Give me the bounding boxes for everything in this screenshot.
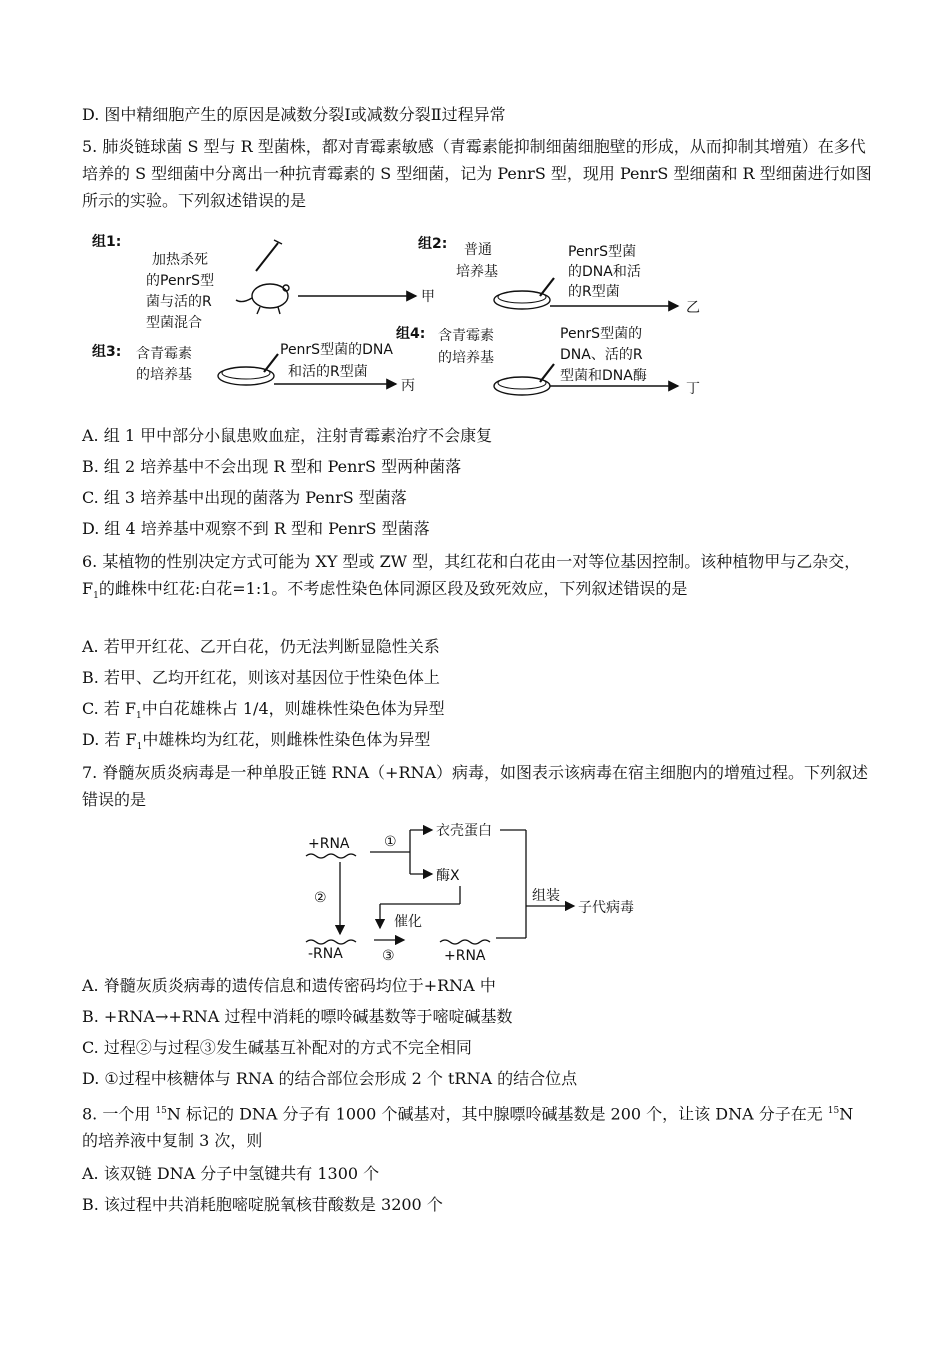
group2-result: 乙 bbox=[686, 300, 700, 316]
group2-add-2: 的DNA和活 bbox=[568, 264, 641, 280]
group3-medium-1: 含青霉素 bbox=[136, 346, 192, 362]
q8-stem: 8. 一个用 $^{15}$N 标记的 DNA 分子有 1000 个碱基对，其中腺嘌呤碱基数是 200 个，让该 DNA 分子在无 $^{15}$N 的培养液中复制 3 次，则 bbox=[82, 1104, 854, 1151]
group4-add-1: PenrS型菌的 bbox=[560, 326, 643, 342]
q5-option-b: B. 组 2 培养基中不会出现 R 型和 PenrS 型两种菌落 bbox=[82, 457, 462, 476]
group1-line1: 加热杀死 bbox=[152, 252, 208, 268]
negative-rna-label: -RNA bbox=[308, 946, 343, 962]
group3-medium-2: 的培养基 bbox=[136, 367, 192, 383]
group1-line4: 型菌混合 bbox=[146, 315, 202, 331]
q7-option-c: C. 过程②与过程③发生碱基互补配对的方式不完全相同 bbox=[82, 1038, 472, 1057]
q5-option-a: A. 组 1 甲中部分小鼠患败血症，注射青霉素治疗不会康复 bbox=[82, 426, 493, 445]
group4-result: 丁 bbox=[686, 381, 700, 397]
enzyme-x-label: 酶X bbox=[436, 868, 460, 884]
q6-option-d: D. 若 $F_1$中雄株均为红花，则雌株性染色体为异型 bbox=[82, 730, 431, 753]
q6-option-b: B. 若甲、乙均开红花，则该对基因位于性染色体上 bbox=[82, 668, 440, 687]
q5-experiment-figure bbox=[88, 226, 713, 412]
q5-option-d: D. 组 4 培养基中观察不到 R 型和 PenrS 型菌落 bbox=[82, 519, 430, 538]
group1-line2: 的PenrS型 bbox=[146, 273, 215, 289]
step3-label: ③ bbox=[382, 948, 395, 964]
group2-medium-1: 普通 bbox=[464, 242, 492, 258]
group1-line3: 菌与活的R bbox=[146, 294, 212, 310]
mouse-icon bbox=[236, 240, 289, 314]
coat-protein-label: 衣壳蛋白 bbox=[436, 823, 492, 839]
group4-add-2: DNA、活的R bbox=[560, 347, 643, 363]
positive-rna-label: +RNA bbox=[308, 836, 350, 852]
q7-option-a: A. 脊髓灰质炎病毒的遗传信息和遗传密码均位于+RNA 中 bbox=[82, 976, 496, 995]
q7-stem: 7. 脊髓灰质炎病毒是一种单股正链 RNA（+RNA）病毒，如图表示该病毒在宿主细胞内的增殖过程。下列叙述错误的是 bbox=[82, 763, 869, 809]
q6-option-a: A. 若甲开红花、乙开白花，仍无法判断显隐性关系 bbox=[82, 637, 440, 656]
group2-add-1: PenrS型菌 bbox=[568, 244, 637, 260]
progeny-virus-label: 子代病毒 bbox=[578, 900, 634, 916]
assemble-label: 组装 bbox=[532, 888, 560, 904]
group4-medium-1: 含青霉素 bbox=[438, 328, 494, 344]
group2-label: 组2: bbox=[418, 236, 448, 252]
group1-label: 组1: bbox=[92, 234, 122, 250]
group3-result: 丙 bbox=[401, 378, 415, 394]
q5-stem: 5. 肺炎链球菌 S 型与 R 型菌株，都对青霉素敏感（青霉素能抑制细菌细胞壁的形成，从而抑制其增殖）在多代培养的 S 型细菌中分离出一种抗青霉素的 S 型细菌，记为 PenrS 型，现用 PenrS 型细菌和 R 型细菌进行如图所示的实验。下列叙述错误的是 bbox=[82, 137, 872, 210]
group4-medium-2: 的培养基 bbox=[438, 350, 494, 366]
q5-option-c: C. 组 3 培养基中出现的菌落为 PenrS 型菌落 bbox=[82, 488, 407, 507]
positive-rna-2-label: +RNA bbox=[444, 948, 486, 964]
q6-stem: 6. 某植物的性别决定方式可能为 XY 型或 ZW 型，其红花和白花由一对等位基因控制。该种植物甲与乙杂交，$F_1$的雌株中红花:白花=1:1。不考虑性染色体同源区段及致死效应，下列叙述错误的是 bbox=[82, 552, 861, 602]
q7-option-b: B. +RNA→+RNA 过程中消耗的嘌呤碱基数等于嘧啶碱基数 bbox=[82, 1007, 513, 1026]
group4-add-3: 型菌和DNA酶 bbox=[560, 368, 647, 384]
group1-result: 甲 bbox=[421, 289, 435, 305]
q7-option-d: D. ①过程中核糖体与 RNA 的结合部位会形成 2 个 tRNA 的结合位点 bbox=[82, 1069, 578, 1088]
group3-add-2: 和活的R型菌 bbox=[288, 364, 368, 380]
q7-virus-figure bbox=[300, 818, 660, 966]
q6-option-c: C. 若 $F_1$中白花雄株占 1/4，则雄株性染色体为异型 bbox=[82, 699, 445, 722]
catalyze-label: 催化 bbox=[394, 914, 422, 930]
group2-medium-2: 培养基 bbox=[456, 264, 498, 280]
q4-option-d: D. 图中精细胞产生的原因是减数分裂Ⅰ或减数分裂Ⅱ过程异常 bbox=[82, 105, 506, 124]
q8-option-a: A. 该双链 DNA 分子中氢键共有 1300 个 bbox=[82, 1164, 380, 1183]
step2-label: ② bbox=[314, 890, 327, 906]
group3-label: 组3: bbox=[92, 344, 122, 360]
group2-add-3: 的R型菌 bbox=[568, 284, 620, 300]
q8-option-b: B. 该过程中共消耗胞嘧啶脱氧核苷酸数是 3200 个 bbox=[82, 1195, 443, 1214]
group3-add-1: PenrS型菌的DNA bbox=[280, 342, 393, 358]
group4-label: 组4: bbox=[396, 326, 426, 342]
step1-label: ① bbox=[384, 834, 397, 850]
